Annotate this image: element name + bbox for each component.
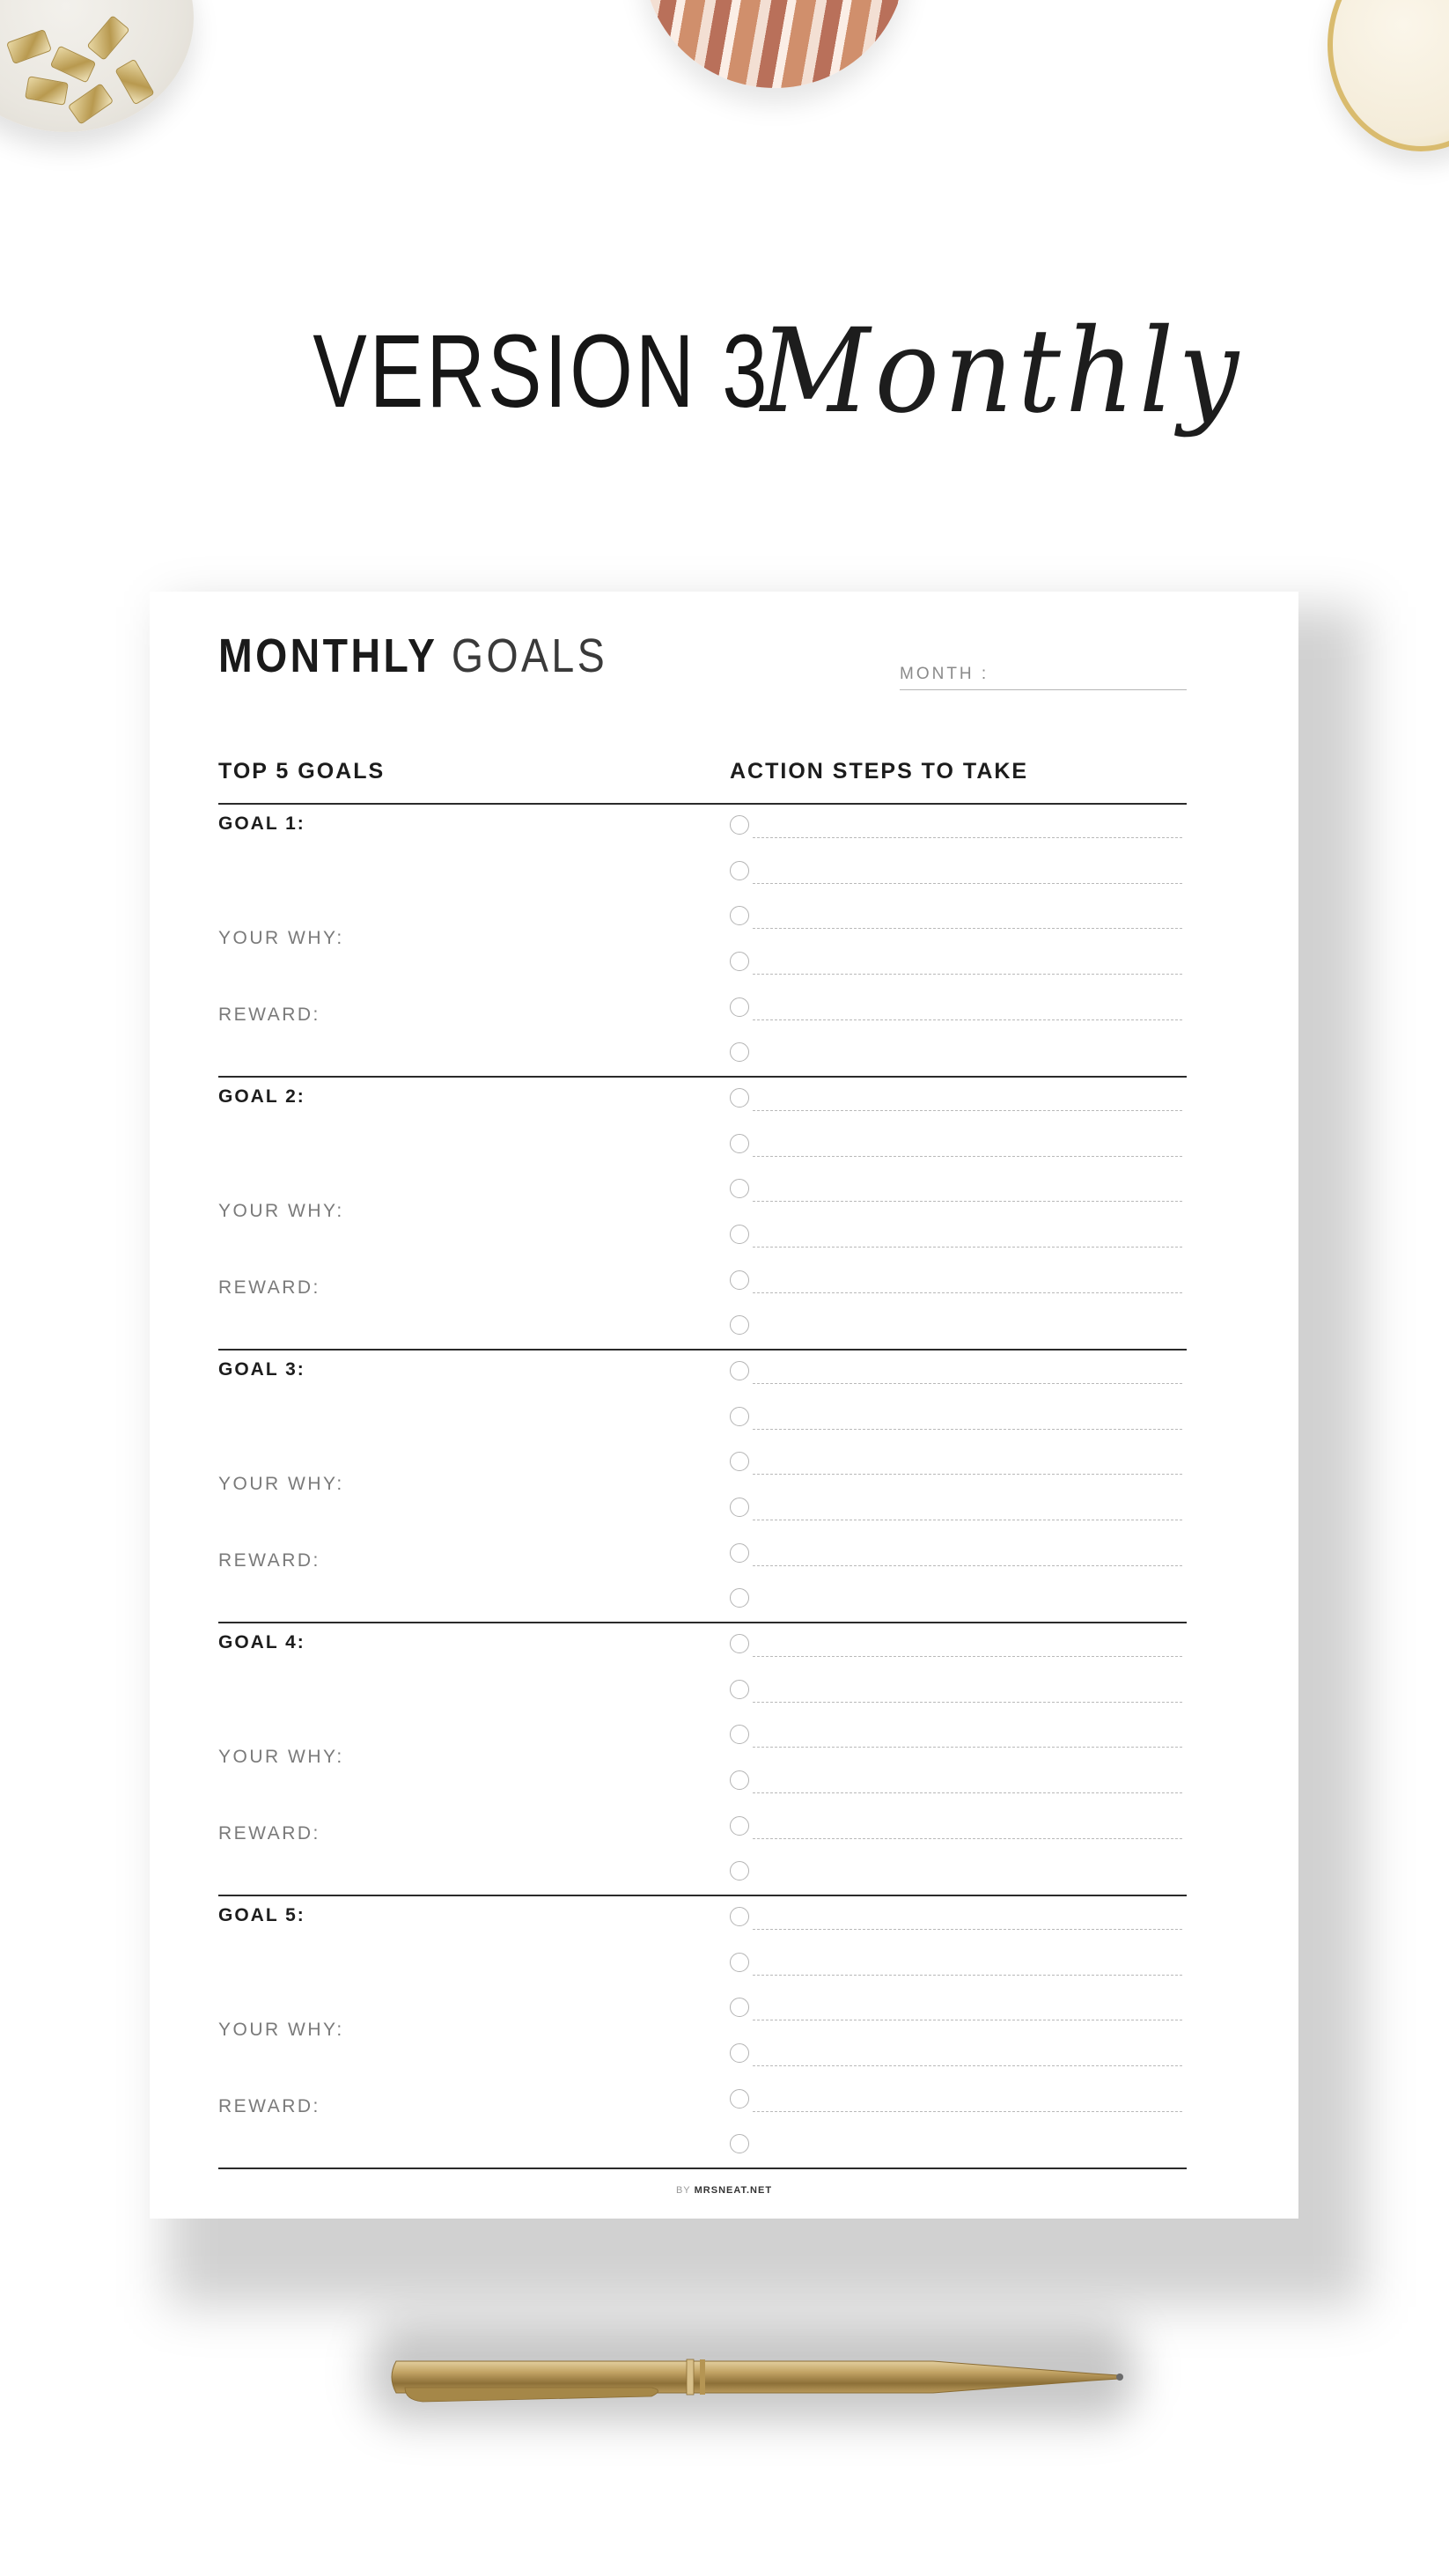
action-step-line[interactable]: [753, 1792, 1182, 1793]
paper-clip: [68, 83, 114, 125]
paper-clips-bowl: [0, 0, 194, 132]
action-step-checkbox[interactable]: [730, 1498, 749, 1517]
action-step-line[interactable]: [753, 883, 1182, 884]
action-step-checkbox[interactable]: [730, 1225, 749, 1244]
action-step-line[interactable]: [753, 1201, 1182, 1202]
seashell: [643, 0, 907, 88]
your-why-label: YOUR WHY:: [218, 1474, 344, 1494]
action-step-line[interactable]: [753, 1747, 1182, 1748]
footer-site: MRSNEAT.NET: [694, 2185, 773, 2196]
action-step-line[interactable]: [753, 1565, 1182, 1566]
paper-clip: [25, 76, 69, 106]
action-step-line[interactable]: [753, 1429, 1182, 1430]
goal-label: GOAL 2:: [218, 1086, 305, 1107]
sheet-title: [218, 629, 607, 683]
action-step-checkbox[interactable]: [730, 2043, 749, 2063]
action-step-line[interactable]: [753, 2111, 1182, 2112]
goal-divider: [218, 1895, 1187, 1896]
action-step-checkbox[interactable]: [730, 906, 749, 925]
action-step-line[interactable]: [753, 928, 1182, 929]
goal-divider: [218, 1622, 1187, 1623]
header-rule: [218, 803, 1187, 805]
your-why-label: YOUR WHY:: [218, 928, 344, 948]
headline-monthly-script: Monthly: [760, 304, 1244, 439]
action-step-line[interactable]: [753, 1156, 1182, 1157]
action-step-checkbox[interactable]: [730, 1998, 749, 2017]
action-step-checkbox[interactable]: [730, 1543, 749, 1563]
planner-sheet: [150, 592, 1298, 2219]
goal-divider: [218, 1076, 1187, 1078]
action-step-checkbox[interactable]: [730, 1361, 749, 1380]
page-headline: [0, 304, 1449, 439]
action-step-line[interactable]: [753, 1702, 1182, 1703]
column-header-actions: ACTION STEPS TO TAKE: [730, 759, 1029, 784]
action-step-line[interactable]: [753, 1019, 1182, 1020]
action-step-checkbox[interactable]: [730, 1452, 749, 1471]
column-header-goals: TOP 5 GOALS: [218, 759, 386, 784]
action-step-checkbox[interactable]: [730, 815, 749, 835]
action-step-checkbox[interactable]: [730, 2134, 749, 2153]
action-step-checkbox[interactable]: [730, 1816, 749, 1836]
action-step-checkbox[interactable]: [730, 1725, 749, 1744]
reward-label: REWARD:: [218, 1277, 320, 1298]
sheet-title-light: GOALS: [451, 629, 608, 682]
action-step-line[interactable]: [753, 2065, 1182, 2066]
action-step-checkbox[interactable]: [730, 1953, 749, 1972]
action-step-line[interactable]: [753, 1292, 1182, 1293]
action-step-line[interactable]: [753, 837, 1182, 838]
action-step-checkbox[interactable]: [730, 1088, 749, 1108]
paper-clip: [114, 59, 155, 106]
action-step-checkbox[interactable]: [730, 1770, 749, 1790]
reward-label: REWARD:: [218, 1823, 320, 1844]
action-step-line[interactable]: [753, 1656, 1182, 1657]
action-step-checkbox[interactable]: [730, 1907, 749, 1926]
action-step-line[interactable]: [753, 1247, 1182, 1248]
action-step-line[interactable]: [753, 1474, 1182, 1475]
action-step-line[interactable]: [753, 1838, 1182, 1839]
goal-label: GOAL 3:: [218, 1359, 305, 1380]
your-why-label: YOUR WHY:: [218, 2020, 344, 2040]
action-step-checkbox[interactable]: [730, 1134, 749, 1153]
gold-pen: [387, 2342, 1127, 2412]
goal-label: GOAL 1:: [218, 813, 305, 834]
action-step-checkbox[interactable]: [730, 1634, 749, 1653]
goal-label: GOAL 4:: [218, 1632, 305, 1652]
action-step-checkbox[interactable]: [730, 1270, 749, 1290]
action-step-line[interactable]: [753, 974, 1182, 975]
sheet-title-bold: MONTHLY: [218, 629, 438, 682]
action-step-checkbox[interactable]: [730, 1042, 749, 1062]
month-field[interactable]: [900, 689, 1187, 690]
action-step-checkbox[interactable]: [730, 1407, 749, 1426]
action-step-checkbox[interactable]: [730, 952, 749, 971]
action-step-checkbox[interactable]: [730, 1588, 749, 1608]
goal-divider: [218, 2168, 1187, 2169]
paper-clip: [6, 29, 52, 64]
footer: [150, 2185, 1298, 2196]
action-step-checkbox[interactable]: [730, 1680, 749, 1699]
paper-clip: [50, 45, 97, 83]
your-why-label: YOUR WHY:: [218, 1747, 344, 1767]
month-label: MONTH :: [900, 665, 989, 683]
action-step-checkbox[interactable]: [730, 2089, 749, 2109]
reward-label: REWARD:: [218, 1005, 320, 1025]
action-step-checkbox[interactable]: [730, 997, 749, 1017]
headline-version: VERSION 3: [313, 313, 770, 430]
reward-label: REWARD:: [218, 1550, 320, 1571]
action-step-line[interactable]: [753, 1975, 1182, 1976]
goal-divider: [218, 1349, 1187, 1351]
footer-by: BY: [675, 2185, 691, 2196]
action-step-checkbox[interactable]: [730, 1861, 749, 1880]
paper-clip: [86, 15, 129, 61]
action-step-line[interactable]: [753, 1929, 1182, 1930]
goal-label: GOAL 5:: [218, 1905, 305, 1925]
action-step-checkbox[interactable]: [730, 1179, 749, 1198]
trinket-dish: [1328, 0, 1449, 151]
action-step-line[interactable]: [753, 1383, 1182, 1384]
reward-label: REWARD:: [218, 2096, 320, 2116]
action-step-checkbox[interactable]: [730, 1315, 749, 1335]
your-why-label: YOUR WHY:: [218, 1201, 344, 1221]
action-step-line[interactable]: [753, 1110, 1182, 1111]
action-step-checkbox[interactable]: [730, 861, 749, 880]
